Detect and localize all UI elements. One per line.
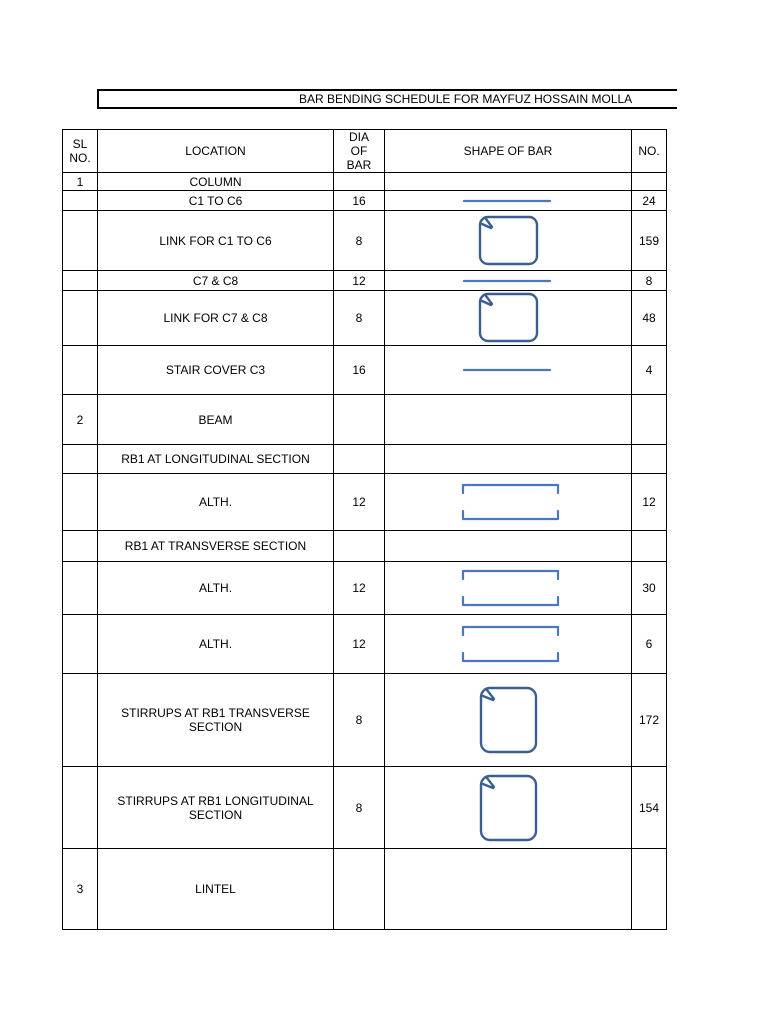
cell-location: LINK FOR C1 TO C6 — [98, 211, 334, 271]
cell-count — [632, 395, 667, 445]
cell-shape — [385, 173, 632, 191]
table-row — [63, 191, 667, 211]
cell-location: ALTH. — [98, 615, 334, 674]
header-shape: SHAPE OF BAR — [385, 130, 632, 173]
table-row — [63, 395, 667, 445]
cell-sl-no — [63, 346, 98, 395]
table-row — [63, 849, 667, 930]
cell-shape — [385, 211, 632, 271]
table-row — [63, 531, 667, 562]
cell-shape — [385, 767, 632, 849]
cell-shape — [385, 445, 632, 474]
cell-sl-no — [63, 615, 98, 674]
cell-count — [632, 531, 667, 562]
cell-dia: 16 — [334, 191, 385, 211]
table-row — [63, 445, 667, 474]
cell-location: ALTH. — [98, 562, 334, 615]
table-row — [63, 767, 667, 849]
header-location: LOCATION — [98, 130, 334, 173]
cell-dia — [334, 395, 385, 445]
cell-count — [632, 173, 667, 191]
cell-dia — [334, 445, 385, 474]
cell-shape — [385, 562, 632, 615]
cell-dia: 12 — [334, 474, 385, 531]
table-row — [63, 346, 667, 395]
cell-shape — [385, 346, 632, 395]
cell-sl-no — [63, 291, 98, 346]
document-title: BAR BENDING SCHEDULE FOR MAYFUZ HOSSAIN MOLLA — [299, 92, 633, 106]
cell-count: 12 — [632, 474, 667, 531]
cell-dia: 12 — [334, 615, 385, 674]
cell-dia: 8 — [334, 674, 385, 767]
cell-dia: 8 — [334, 767, 385, 849]
cell-location: STIRRUPS AT RB1 LONGITUDINAL SECTION — [98, 767, 334, 849]
cell-count: 48 — [632, 291, 667, 346]
cell-sl-no — [63, 191, 98, 211]
cell-count: 159 — [632, 211, 667, 271]
cell-count — [632, 849, 667, 930]
cell-sl-no — [63, 474, 98, 531]
cell-shape — [385, 474, 632, 531]
cell-sl-no: 1 — [63, 173, 98, 191]
cell-shape — [385, 849, 632, 930]
cell-count: 6 — [632, 615, 667, 674]
altered-bar-icon — [453, 481, 563, 523]
cell-shape — [385, 291, 632, 346]
table-row — [63, 271, 667, 291]
cell-shape — [385, 615, 632, 674]
cell-sl-no — [63, 531, 98, 562]
cell-shape — [385, 395, 632, 445]
table-row — [63, 173, 667, 191]
table-row — [63, 615, 667, 674]
cell-shape — [385, 674, 632, 767]
cell-location: RB1 AT LONGITUDINAL SECTION — [98, 445, 334, 474]
cell-shape — [385, 531, 632, 562]
link-bar-icon — [473, 291, 543, 345]
cell-dia: 8 — [334, 211, 385, 271]
header-sl-no: SL NO. — [63, 130, 98, 173]
cell-sl-no — [63, 767, 98, 849]
cell-count: 30 — [632, 562, 667, 615]
cell-sl-no — [63, 211, 98, 271]
table-row — [63, 474, 667, 531]
stirrup-icon — [473, 772, 543, 844]
cell-sl-no — [63, 445, 98, 474]
straight-bar-icon — [458, 196, 558, 206]
cell-sl-no — [63, 562, 98, 615]
cell-dia: 12 — [334, 562, 385, 615]
cell-location: COLUMN — [98, 173, 334, 191]
cell-shape — [385, 271, 632, 291]
schedule-body — [63, 173, 667, 930]
cell-dia — [334, 531, 385, 562]
cell-shape — [385, 191, 632, 211]
cell-dia — [334, 173, 385, 191]
cell-count: 8 — [632, 271, 667, 291]
cell-dia: 8 — [334, 291, 385, 346]
table-row — [63, 674, 667, 767]
straight-bar-icon — [458, 365, 558, 375]
cell-count: 24 — [632, 191, 667, 211]
cell-location: BEAM — [98, 395, 334, 445]
table-row — [63, 211, 667, 271]
table-row — [63, 291, 667, 346]
cell-sl-no — [63, 271, 98, 291]
table-row — [63, 562, 667, 615]
cell-location: RB1 AT TRANSVERSE SECTION — [98, 531, 334, 562]
cell-sl-no: 3 — [63, 849, 98, 930]
cell-location: ALTH. — [98, 474, 334, 531]
cell-sl-no: 2 — [63, 395, 98, 445]
cell-sl-no — [63, 674, 98, 767]
cell-location: C1 TO C6 — [98, 191, 334, 211]
straight-bar-icon — [458, 276, 558, 286]
link-bar-icon — [473, 214, 543, 268]
cell-location: C7 & C8 — [98, 271, 334, 291]
cell-location: STAIR COVER C3 — [98, 346, 334, 395]
cell-dia: 12 — [334, 271, 385, 291]
title-box — [97, 89, 677, 109]
stirrup-icon — [473, 684, 543, 756]
header-dia: DIA OF BAR — [334, 130, 385, 173]
cell-count — [632, 445, 667, 474]
header-no: NO. — [632, 130, 667, 173]
cell-location: LINTEL — [98, 849, 334, 930]
cell-count: 4 — [632, 346, 667, 395]
altered-bar-icon — [453, 623, 563, 665]
cell-location: STIRRUPS AT RB1 TRANSVERSE SECTION — [98, 674, 334, 767]
cell-dia — [334, 849, 385, 930]
cell-dia: 16 — [334, 346, 385, 395]
cell-location: LINK FOR C7 & C8 — [98, 291, 334, 346]
bar-bending-schedule-table — [62, 129, 667, 930]
altered-bar-icon — [453, 567, 563, 609]
header-row — [63, 130, 667, 173]
cell-count: 154 — [632, 767, 667, 849]
cell-count: 172 — [632, 674, 667, 767]
